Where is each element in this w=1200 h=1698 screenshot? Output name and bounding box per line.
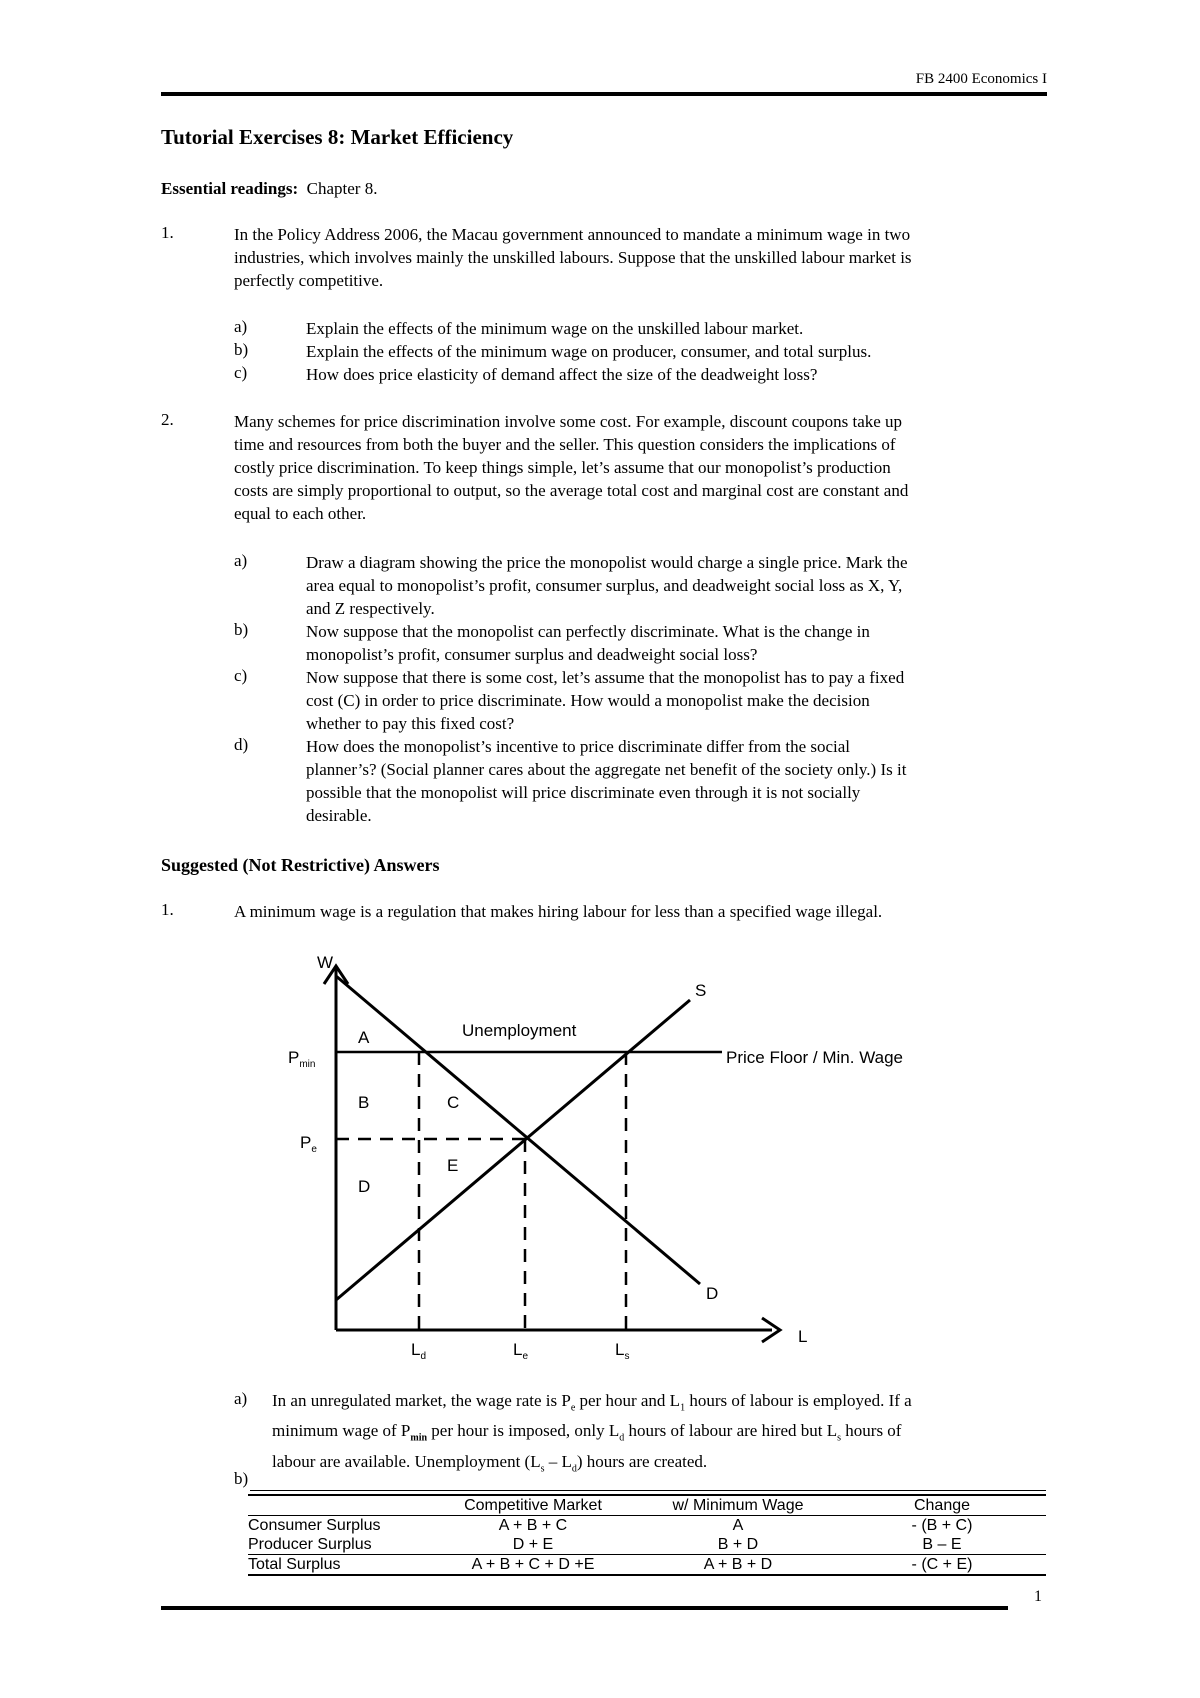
table-header-cell	[248, 1495, 428, 1516]
table-cell: A	[732, 1517, 744, 1534]
pmin-sub: min	[299, 1059, 316, 1070]
subscript: s	[837, 1432, 842, 1444]
table-header-cell: w/ Minimum Wage	[638, 1495, 838, 1516]
answers-heading: Suggested (Not Restrictive) Answers	[161, 855, 440, 875]
text-run: hours of labour are hired but L	[624, 1421, 838, 1441]
text-run: per hour and L	[575, 1391, 681, 1410]
q1-line: industries, which involves mainly the unskilled labours. Suppose that the unskilled labour market is	[234, 248, 912, 267]
answer-b-underline	[250, 1490, 1046, 1491]
q1a-text: Explain the effects of the minimum wage on the unskilled labour market.	[306, 319, 804, 338]
text-run: In an unregulated market, the wage rate is P	[272, 1391, 571, 1410]
pmin-label	[288, 1048, 315, 1070]
answer-a-label: a)	[234, 1389, 248, 1408]
table-row	[248, 1516, 1046, 1536]
readings-label: Essential readings:	[161, 179, 299, 198]
q1b-text: Explain the effects of the minimum wage on producer, consumer, and total surplus.	[306, 342, 872, 361]
table-cell: D + E	[512, 1536, 554, 1553]
demand-label: D	[706, 1284, 719, 1303]
q1a-label: a)	[234, 317, 248, 336]
pe-sub: e	[311, 1144, 317, 1155]
q2-line: Many schemes for price discrimination involve some cost. For example, discount coupons take up	[234, 412, 903, 431]
l-axis-label: L	[798, 1327, 808, 1346]
answer-a-text	[272, 1389, 912, 1480]
readings-text: Chapter 8.	[306, 179, 378, 198]
q2d-line: How does the monopolist’s incentive to price discriminate differ from the social	[306, 737, 851, 756]
area-b-label: B	[358, 1093, 370, 1112]
table-row	[248, 1555, 1046, 1576]
area-d-label: D	[358, 1177, 371, 1196]
q2a-line: area equal to monopolist’s profit, consumer surplus, and deadweight social loss as X, Y,	[306, 576, 903, 595]
text-run: hours of labour is employed. If a	[685, 1391, 912, 1410]
text-run: hours of	[841, 1421, 902, 1441]
text-run: minimum wage of P	[272, 1421, 411, 1441]
supply-label: S	[695, 981, 707, 1000]
answer-b-label: b)	[234, 1469, 249, 1488]
table-cell: B + D	[717, 1536, 759, 1553]
area-a-label: A	[358, 1028, 370, 1047]
table-cell: A + B + C + D +E	[428, 1555, 638, 1576]
price-floor-label: Price Floor / Min. Wage	[726, 1048, 903, 1067]
page-title: Tutorial Exercises 8: Market Efficiency	[161, 125, 514, 149]
q2-line: costly price discrimination. To keep things simple, let’s assume that our monopolist’s production	[234, 458, 891, 477]
table-cell: Consumer Surplus	[248, 1517, 381, 1534]
a1-number: 1.	[161, 900, 174, 919]
q2-line: time and resources from both the buyer and the seller. This question considers the implications of	[234, 435, 896, 454]
table-header-cell: Change	[838, 1495, 1046, 1516]
table-cell: A + B + C	[498, 1517, 568, 1534]
le-sub: e	[522, 1351, 529, 1362]
table-cell: Total Surplus	[248, 1555, 428, 1576]
w-axis-label: W	[317, 953, 334, 972]
answer-a-line	[272, 1419, 912, 1449]
q1c-label: c)	[234, 363, 248, 382]
q2-number: 2.	[161, 410, 174, 429]
q2-line: equal to each other.	[234, 504, 367, 523]
ld-main: L	[411, 1340, 421, 1359]
pmin-main: P	[288, 1048, 300, 1067]
q2d-line: possible that the monopolist will price discriminate even through it is not socially	[306, 783, 861, 802]
ls-label	[615, 1340, 629, 1362]
subscript: d	[571, 1463, 577, 1475]
q2b-line: monopolist’s profit, consumer surplus and deadweight social loss?	[306, 645, 758, 664]
q2a-label: a)	[234, 551, 248, 570]
q2c-line: Now suppose that there is some cost, let’s assume that the monopolist has to pay a fixed	[306, 668, 905, 687]
q2a-line: Draw a diagram showing the price the monopolist would charge a single price. Mark the	[306, 553, 908, 572]
subscript: min	[410, 1432, 428, 1444]
page-number: 1	[1034, 1588, 1042, 1605]
course-header: FB 2400 Economics I	[915, 71, 1047, 87]
q1-number: 1.	[161, 223, 174, 242]
q1c-text: How does price elasticity of demand affect the size of the deadweight loss?	[306, 365, 818, 384]
ld-label	[411, 1340, 426, 1362]
ls-main: L	[615, 1340, 625, 1359]
table-header-row	[248, 1495, 1046, 1516]
table-header-cell: Competitive Market	[428, 1495, 638, 1516]
pe-main: P	[300, 1133, 312, 1152]
table-row	[248, 1535, 1046, 1555]
area-c-label: C	[447, 1093, 460, 1112]
surplus-table	[248, 1494, 1046, 1576]
ld-sub: d	[420, 1351, 427, 1362]
subscript: 1	[680, 1402, 686, 1414]
q1b-label: b)	[234, 340, 249, 359]
answer-a-line	[272, 1450, 912, 1480]
pe-label	[300, 1133, 317, 1155]
q2-line: costs are simply proportional to output, so the average total cost and marginal cost are constant and	[234, 481, 909, 500]
supply-curve	[336, 1000, 690, 1300]
answer-a-line	[272, 1389, 912, 1419]
q2c-label: c)	[234, 666, 248, 685]
q1-line: perfectly competitive.	[234, 271, 384, 290]
text-run: per hour is imposed, only L	[427, 1421, 620, 1441]
subscript: d	[619, 1432, 625, 1444]
q2d-line: planner’s? (Social planner cares about the aggregate net benefit of the society only.) Is it	[306, 760, 907, 779]
table-cell: Producer Surplus	[248, 1536, 372, 1553]
ls-sub: s	[624, 1351, 630, 1362]
text-run: labour are available. Unemployment (L	[272, 1451, 541, 1471]
q2d-line: desirable.	[306, 806, 372, 825]
q2b-label: b)	[234, 620, 249, 639]
subscript: e	[570, 1402, 576, 1414]
q2d-label: d)	[234, 735, 249, 754]
area-e-label: E	[447, 1156, 459, 1175]
q2c-line: cost (C) in order to price discriminate. How would a monopolist make the decision	[306, 691, 870, 710]
subscript: s	[540, 1463, 545, 1475]
q2a-line: and Z respectively.	[306, 599, 435, 618]
table-cell: - (B + C)	[911, 1517, 973, 1534]
unemployment-label: Unemployment	[462, 1021, 577, 1040]
table-cell: B – E	[922, 1536, 962, 1553]
text-run: ) hours are created.	[576, 1451, 708, 1471]
table-cell: - (C + E)	[838, 1555, 1046, 1576]
footer-divider	[161, 1606, 1008, 1610]
le-label	[513, 1340, 528, 1362]
table-cell: A + B + D	[638, 1555, 838, 1576]
q2b-line: Now suppose that the monopolist can perfectly discriminate. What is the change in	[306, 622, 870, 641]
text-run: – L	[544, 1451, 572, 1471]
le-main: L	[513, 1340, 523, 1359]
q2c-line: whether to pay this fixed cost?	[306, 714, 515, 733]
a1-text: A minimum wage is a regulation that makes hiring labour for less than a specified wage illegal.	[234, 902, 883, 921]
q1-line: In the Policy Address 2006, the Macau government announced to mandate a minimum wage in two	[234, 225, 911, 244]
